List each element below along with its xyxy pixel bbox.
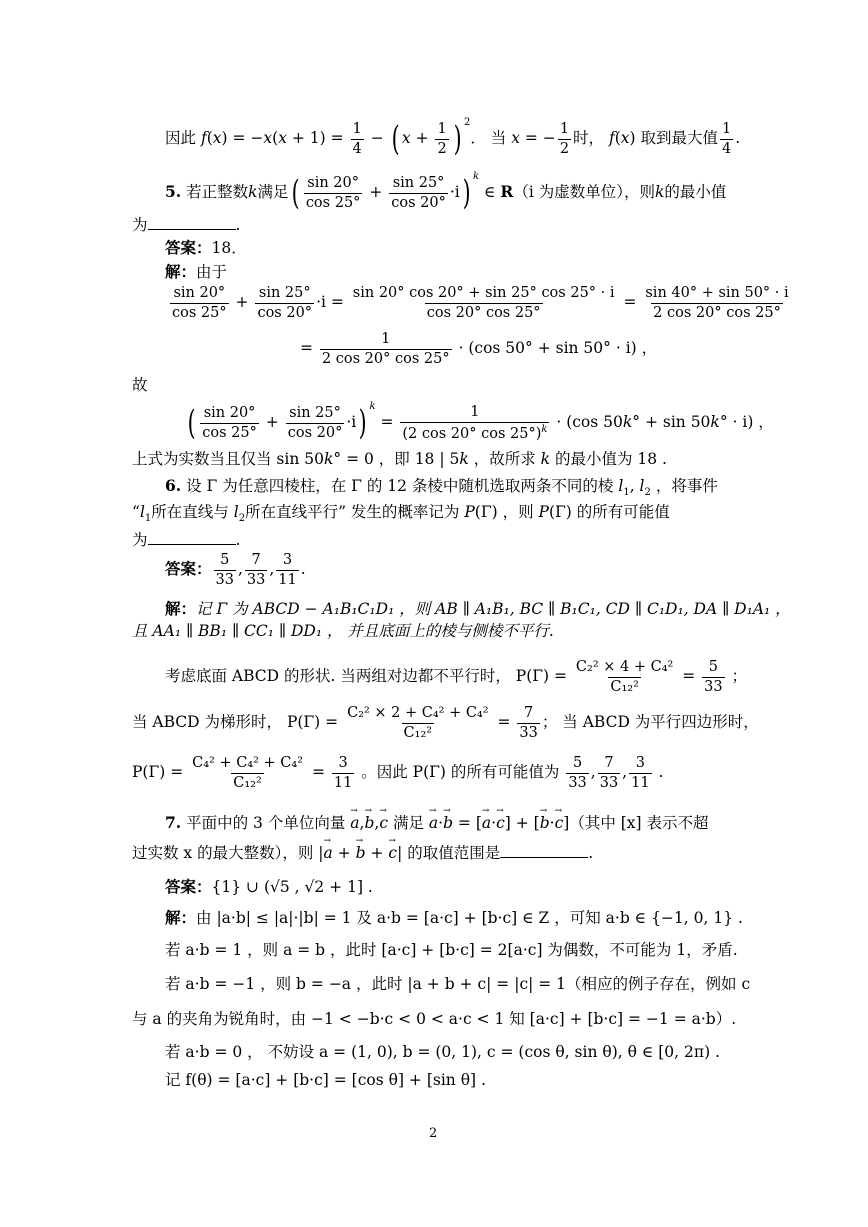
text: x [278,129,287,147]
text: 的最小值 [664,183,727,201]
text: + [364,183,388,201]
denominator: 2 cos 20° cos 25° [321,350,450,367]
fraction [574,660,675,694]
text: ·i = [316,293,349,311]
denominator: cos 25° [172,304,227,321]
fraction [400,405,549,441]
fraction [351,122,364,156]
numerator: sin 25° [258,285,311,301]
fraction [245,553,267,587]
text: （i 为虚数单位），则 [513,183,655,201]
text: · (cos 50° + sin 50° · i) ， [453,339,658,357]
denominator: 33 [599,774,619,791]
problem-7: 7. 平面中的 3 个单位向量 → a,→ b,→ c 满足 → a·→ b = [→ a·→ c] + [→ b·→ c]（其中 [x] 表示不超 [165,815,709,832]
text: ； 当 ABCD 为平行四边形时， [541,713,759,731]
denominator: 33 [215,571,234,588]
denominator: 11 [631,774,650,791]
text: + [260,413,284,431]
fraction [629,756,651,790]
text: 当 ABCD 为梯形时， P(Γ) = [132,713,344,731]
text: 为 [132,531,148,549]
numerator: 1 [470,404,480,421]
text: 时， [573,129,609,147]
vector-a: → a [429,816,438,832]
text: P(Γ) = [132,763,189,781]
text: ( [272,129,279,147]
text: = − [519,129,556,147]
text: 记 f(θ) = [a·c] + [b·c] = [cos θ] + [sin θ] . [165,1071,486,1089]
text: k [248,183,258,201]
denominator: 33 [568,774,587,791]
numerator: sin 25° [392,175,445,191]
text: ] + [ [504,814,540,832]
text: 若 a·b = 0 ， 不妨设 a = (1, 0), b = (0, 1), c = (cos θ, sin θ), θ ∈ [0, 2π) . [165,1043,720,1061]
text: 的所有可能值 [571,503,670,521]
numerator: sin 20° [173,285,226,301]
numerator: 3 [338,755,348,771]
text: P [538,503,549,521]
paren: ) [453,119,462,159]
vector-b: → b [540,816,550,832]
vector-c: → c [379,816,388,832]
numerator: 3 [635,755,645,771]
exponent: 2 [463,117,471,128]
text: ∈ [479,183,501,201]
answer-label: 答案： [165,877,212,896]
answer-value: {1} ∪ (√5 , √2 + 1] . [211,878,373,896]
numerator: sin 20° [307,175,359,191]
text: = [ [453,814,482,832]
answer-value: 18． [211,239,247,257]
text: k [540,450,551,468]
answer-label: 答案： [165,238,212,257]
solution-label: 解： [165,262,197,281]
problem-number: 6. [165,476,182,495]
subscript: 1 [144,513,152,525]
text: 设 Γ 为任意四棱柱，在 Γ 的 12 条棱中随机选取两条不同的棱 [181,477,619,495]
exponent: k [473,171,480,182]
numerator: 7 [604,755,614,771]
answer-blank [148,215,236,230]
text: “ [132,503,140,521]
text: ． 当 [470,129,512,147]
text: . [588,844,594,862]
text: x [212,129,222,147]
text: f [200,129,207,147]
denominator: 33 [704,678,723,695]
text: k [710,413,720,431]
paren: ( [391,119,400,159]
numerator: 7 [524,705,534,721]
denominator: 4 [352,140,362,157]
subscript: 2 [644,487,651,499]
solution-6-line2 [132,624,554,640]
answer-5 [165,240,247,257]
exponent: k [369,401,376,412]
text: l [139,503,145,521]
text: 满足 [257,183,289,201]
text: k [622,413,633,431]
solution-7-line2 [165,943,738,959]
text: k [323,450,334,468]
problem-6 [165,478,718,498]
denominator: cos 20° [391,194,446,211]
fraction [304,176,363,210]
problem-number: 5. [165,182,182,201]
denominator: cos 20° [257,304,313,321]
text: x [511,129,520,147]
text: k [654,183,665,201]
solution-label: 解： [165,908,197,927]
fraction [702,660,724,694]
solution-5-gu [132,378,148,394]
text: 由 |a·b| ≤ |a|·|b| = 1 及 a·b = [a·c] + [b·c] ∈ Z ，可知 a·b ∈ {−1, 0, 1} . [196,909,743,927]
text: + [230,293,254,311]
text: = [677,667,701,685]
numerator: C₂² × 4 + C₄² [575,659,674,675]
denominator: 2 [559,140,570,157]
text: ° = 0 ，即 18 | 5 [333,450,460,468]
solution-7-line6 [165,1073,486,1089]
denominator: cos 25° [305,194,361,211]
problem-6-blank-line [132,530,240,549]
text: (Γ) [474,503,498,521]
fraction [276,553,298,587]
text: k [459,450,469,468]
numerator: sin 40° + sin 50° · i [645,285,789,301]
text: ) 取到最大值 [629,129,719,147]
fraction [351,286,617,320]
text: ，将事件 [650,477,718,495]
denominator: C₁₂² [403,724,433,741]
denominator: 11 [278,571,297,588]
fraction [558,122,571,156]
solution-label: 解： [165,599,197,618]
text: . [235,531,241,549]
text: = [300,339,318,357]
text: ( [206,129,213,147]
fraction [190,756,305,790]
solution-5-eq3 [185,402,774,441]
text: = [618,293,642,311]
text: 由于 [196,263,228,281]
paren: ) [358,403,367,443]
numerator: C₄² + C₄² + C₄² [192,755,304,771]
numerator: 3 [282,552,293,568]
numerator: 1 [381,331,391,347]
text: + [410,129,434,147]
answer-7 [165,879,373,896]
vector-a: → a [324,846,333,862]
solution-6-line5 [132,756,663,790]
text: 所在直线与 [151,503,234,521]
text: 记 Γ 为 ABCD − A₁B₁C₁D₁ ，则 AB ∥ A₁B₁, BC ∥ B₁C₁, CD ∥ C₁D₁, DA ∥ D₁A₁ ， [196,600,791,618]
solution-5-conclusion [132,452,667,468]
text: 且 AA₁ ∥ BB₁ ∥ CC₁ ∥ DD₁ ， 并且底面上的棱与侧棱不平行. [132,622,554,640]
text: = [492,713,516,731]
solution-6-line4 [132,706,759,740]
denominator: C₁₂² [610,678,639,695]
text: 所在直线平行” 发生的概率记为 [245,503,465,521]
text: 若正整数 [181,183,249,201]
numerator: 1 [559,121,570,137]
text: 故 [132,376,148,394]
denominator: cos 20° cos 25° [426,304,541,321]
fraction [643,286,790,320]
text: (Γ) [548,503,572,521]
text: 若 a·b = 1 ，则 a = b ，此时 [a·c] + [b·c] = 2[a·c] 为偶数，不可能为 1，矛盾. [165,941,738,959]
text: = [307,763,330,781]
vector-a: → a [482,816,491,832]
denominator: cos 25° [202,424,257,441]
text: x [401,129,411,147]
text: , [590,763,596,781]
solution-6-line1 [165,601,791,618]
text: , [629,477,640,495]
vector-c: → c [555,816,564,832]
solution-7-line1 [165,910,743,927]
fraction [214,553,236,587]
vector-a: → a [350,816,359,832]
text: R [500,182,514,201]
vector-b: → b [356,846,366,862]
paren: ( [291,173,300,213]
text: ·i [346,413,357,431]
paren: ( [187,403,196,443]
fraction [200,406,259,440]
vector-b: → b [364,816,374,832]
problem-5 [165,171,727,213]
text: 的最小值为 18 . [550,450,667,468]
numerator: 5 [708,659,719,675]
text: ； [726,667,748,685]
problem-7-line2: 过实数 x 的最大整数），则 |→ a + → b + → c| 的取值范围是 . [132,843,593,862]
solution-7-line5 [165,1045,720,1061]
text: . [653,763,664,781]
denominator: 11 [333,774,353,791]
text: x [620,129,630,147]
text: ) = − [221,129,264,147]
text: − [365,129,389,147]
denominator: 33 [519,724,538,741]
solution-7-line4 [132,1012,736,1028]
exponent: k [541,423,548,435]
fraction [566,756,588,790]
text: x [263,129,273,147]
paren: ) [462,173,471,213]
fraction [255,286,314,320]
text: f [608,129,615,147]
text: ° · i) ， [719,413,774,431]
subscript: 2 [238,513,246,525]
numerator: C₂² × 2 + C₄² + C₄² [347,705,489,721]
page-number: 2 [429,1126,438,1141]
fraction [598,756,620,790]
text: | 的取值范围是 [397,844,501,862]
answer-label: 答案： [165,559,212,578]
text: l [639,477,645,495]
problem-number: 7. [165,813,182,832]
text: ，故所求 [468,450,541,468]
text: ]（其中 [x] 表示不超 [563,814,709,832]
problem-5-blank-line [132,215,240,234]
text: l [618,477,624,495]
text: ·i [449,183,460,201]
text: , [622,763,628,781]
numerator: 5 [220,552,230,568]
text: + 1) = [286,129,349,147]
text: = [375,413,399,431]
text: 。因此 P(Γ) 的所有可能值为 [356,763,565,781]
solution-6-line3 [165,660,747,694]
text: 满足 [388,814,429,832]
text: . [300,560,306,578]
denominator: 33 [246,571,266,588]
fraction [286,406,345,440]
text: 考虑底面 ABCD 的形状. 当两组对边都不平行时， P(Γ) = [165,667,572,685]
solution-5-eq2 [300,332,657,366]
text: ，则 [497,503,539,521]
text: · (cos 50 [551,413,623,431]
fraction [389,176,448,210]
text: P [464,503,475,521]
numerator: sin 25° [289,405,341,421]
vector-c: → c [496,816,505,832]
text: . [735,129,741,147]
text: . [235,216,241,234]
vector-c: → c [388,846,397,862]
text: 过实数 x 的最大整数），则 | [132,844,324,862]
answer-blank [148,530,236,545]
solution-5-intro [165,264,227,281]
fraction [435,122,448,156]
fraction [517,706,539,740]
numerator: 5 [572,755,583,771]
text: , [269,560,275,578]
text: 平面中的 3 个单位向量 [181,814,351,832]
vector-b: → b [443,816,453,832]
answer-blank [500,843,588,858]
numerator: 1 [722,121,732,137]
numerator: 1 [437,121,447,137]
text: 因此 [165,129,201,147]
subscript: 1 [623,487,630,499]
solution-7-line3 [165,977,750,993]
denominator: C₁₂² [233,774,262,791]
numerator: 7 [251,552,261,568]
line-1 [165,117,741,159]
problem-6-line2 [132,505,670,524]
denominator: 2 cos 20° cos 25° [653,304,781,321]
text: , [237,560,243,578]
text: l [233,503,239,521]
fraction [320,332,452,366]
fraction [345,706,491,740]
text: 若 a·b = −1 ，则 b = −a ，此时 |a + b + c| = |c| = 1（相应的例子存在，例如 c [165,975,751,993]
solution-5-eq1 [168,286,793,320]
text: ° + sin 50 [632,413,711,431]
numerator: sin 20° [203,405,256,421]
denominator: 2 [437,140,447,157]
fraction [332,756,354,790]
text: 上式为实数当且仅当 sin 50 [132,450,324,468]
denominator: cos 20° [287,424,343,441]
denominator [400,422,549,441]
fraction [720,122,733,156]
text: (2 cos 20° cos 25°) [402,425,542,442]
numerator: sin 20° cos 20° + sin 25° cos 25° · i [352,285,615,301]
fraction [170,286,229,320]
text: 与 a 的夹角为锐角时，由 −1 < −b·c < 0 < a·c < 1 知 [a·c] + [b·c] = −1 = a·b）. [132,1010,737,1028]
text: 为 [132,216,148,234]
denominator: 4 [722,140,732,157]
answer-6 [165,553,306,587]
numerator: 1 [352,121,362,137]
text: ( [614,129,621,147]
